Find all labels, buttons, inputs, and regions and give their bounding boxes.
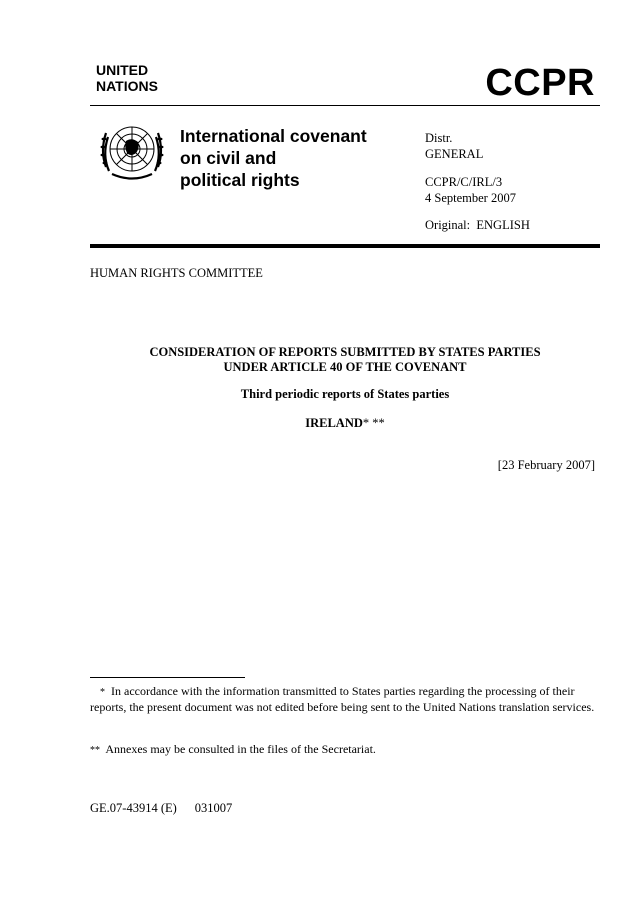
organization-name — [96, 62, 158, 94]
un-emblem-icon — [96, 117, 168, 185]
document-date: 4 September 2007 — [425, 191, 516, 205]
footnote-2-mark: ** — [90, 745, 100, 756]
country-name: IRELAND — [305, 416, 363, 430]
covenant-title-line1: International covenant — [180, 126, 367, 146]
submission-date: [23 February 2007] — [497, 458, 595, 472]
body-code: CCPR — [485, 62, 595, 104]
report-heading-line2: UNDER ARTICLE 40 OF THE COVENANT — [223, 360, 467, 374]
distribution-label: Distr. — [425, 131, 453, 145]
covenant-title — [180, 125, 410, 191]
committee-name: HUMAN RIGHTS COMMITTEE — [90, 266, 263, 280]
distribution-block — [425, 130, 483, 162]
original-value: ENGLISH — [476, 218, 530, 232]
footnote-reference[interactable]: * ** — [362, 416, 385, 430]
footnote-1-text: In accordance with the information transmitted to States parties regarding the processing of their reports, the present document was not edited before being sent to the United Nations translation services. — [90, 684, 595, 714]
document-symbol-block — [425, 174, 516, 206]
document-number: GE.07-43914 (E) — [90, 801, 177, 815]
organization-name-line2: NATIONS — [96, 78, 158, 94]
country-title — [90, 416, 600, 431]
footnote-2-text: Annexes may be consulted in the files of the Secretariat. — [105, 742, 376, 756]
footnote-divider — [90, 677, 245, 678]
header-thick-divider — [90, 244, 600, 248]
distribution-value: GENERAL — [425, 147, 484, 161]
organization-name-line1: UNITED — [96, 62, 149, 78]
covenant-title-line2: on civil and — [180, 148, 277, 168]
report-heading-line1: CONSIDERATION OF REPORTS SUBMITTED BY STATES PARTIES — [149, 345, 541, 359]
document-code: 031007 — [194, 801, 233, 815]
report-subheading: Third periodic reports of States parties — [240, 387, 450, 401]
covenant-title-line3: political rights — [180, 170, 300, 190]
document-number-line — [90, 800, 232, 816]
original-label: Original: — [425, 218, 471, 232]
footnote-1 — [90, 684, 600, 715]
document-symbol: CCPR/C/IRL/3 — [425, 175, 503, 189]
original-language — [425, 217, 530, 233]
report-heading — [90, 345, 600, 375]
footnote-1-mark: * — [100, 687, 105, 698]
header-divider — [90, 105, 600, 106]
footnote-2 — [90, 742, 600, 758]
